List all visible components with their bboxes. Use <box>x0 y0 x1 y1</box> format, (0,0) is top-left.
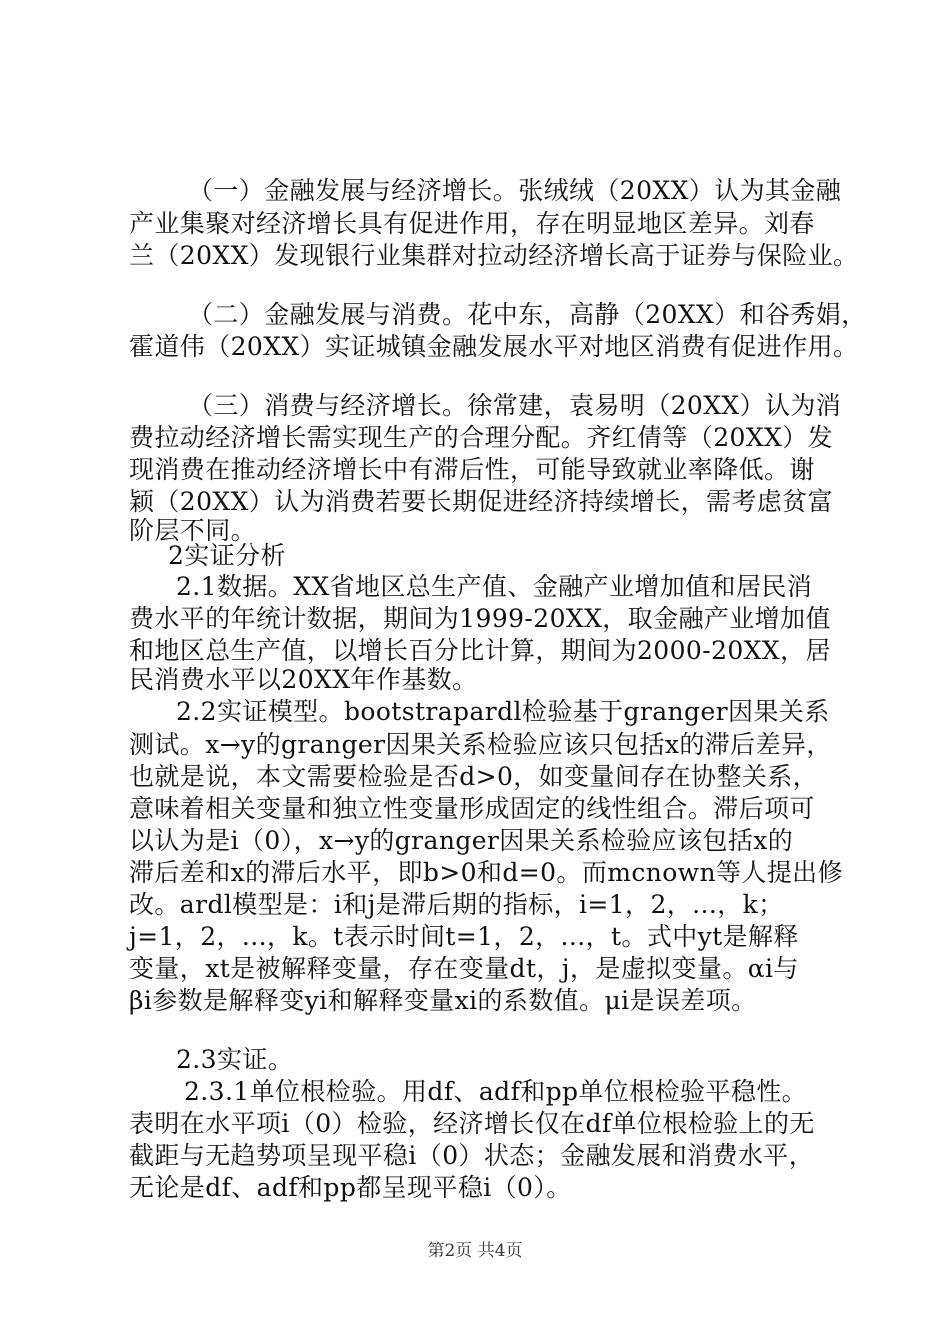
paragraph-2-2-line-10: βi参数是解释变yi和解释变量xi的系数值。μi是误差项。 <box>129 986 757 1015</box>
paragraph-3-line-4: 颖（20XX）认为消费若要长期促进经济持续增长，需考虑贫富 <box>129 487 834 516</box>
paragraph-3-line-2: 费拉动经济增长需实现生产的合理分配。齐红倩等（20XX）发 <box>129 423 834 452</box>
paragraph-3-line-3: 现消费在推动经济增长中有滞后性，可能导致就业率降低。谢 <box>129 455 815 484</box>
page-number-label: 第2页 共4页 <box>427 1241 523 1261</box>
section-heading-2: 2实证分析 <box>168 541 286 570</box>
paragraph-3-line-1: （三）消费与经济增长。徐常建，袁易明（20XX）认为消 <box>188 391 842 420</box>
paragraph-2-3-1-line-4: 无论是df、adf和pp都呈现平稳i（0）。 <box>129 1173 572 1202</box>
paragraph-2-2-line-4: 意味着相关变量和独立性变量形成固定的线性组合。滞后项可 <box>129 794 815 823</box>
paragraph-1-line-2: 产业集聚对经济增长具有促进作用，存在明显地区差异。刘春 <box>129 209 815 238</box>
section-heading-2-3: 2.3实证。 <box>176 1045 294 1074</box>
paragraph-2-1-line-3: 和地区总生产值，以增长百分比计算，期间为2000-20XX，居 <box>129 636 831 665</box>
paragraph-2-line-2: 霍道伟（20XX）实证城镇金融发展水平对地区消费有促进作用。 <box>129 332 859 361</box>
paragraph-2-1-line-1: 2.1数据。XX省地区总生产值、金融产业增加值和居民消 <box>176 572 813 601</box>
paragraph-2-2-line-5: 以认为是i（0），x→y的granger因果关系检验应该包括x的 <box>129 826 794 855</box>
paragraph-2-2-line-3: 也就是说，本文需要检验是否d>0，如变量间存在协整关系， <box>129 762 819 791</box>
paragraph-1-line-1: （一）金融发展与经济增长。张绒绒（20XX）认为其金融 <box>188 176 842 205</box>
paragraph-2-2-line-8: j=1，2，...，k。t表示时间t=1，2，...，t。式中yt是解释 <box>129 922 799 951</box>
paragraph-2-1-line-4: 民消费水平以20XX年作基数。 <box>129 665 478 694</box>
paragraph-2-3-1-line-3: 截距与无趋势项呈现平稳i（0）状态；金融发展和消费水平， <box>129 1141 815 1170</box>
page-footer <box>0 1236 950 1261</box>
paragraph-2-2-line-1: 2.2实证模型。bootstrapardl检验基于granger因果关系 <box>176 697 830 726</box>
paragraph-2-2-line-9: 变量，xt是被解释变量，存在变量dt，j，是虚拟变量。αi与 <box>129 954 799 983</box>
paragraph-2-3-1-line-2: 表明在水平项i（0）检验，经济增长仅在df单位根检验上的无 <box>129 1109 815 1138</box>
paragraph-2-2-line-6: 滞后差和x的滞后水平，即b>0和d=0。而mcnown等人提出修 <box>129 858 843 887</box>
paragraph-2-1-line-2: 费水平的年统计数据，期间为1999-20XX，取金融产业增加值 <box>129 604 831 633</box>
paragraph-2-3-1-line-1: 2.3.1单位根检验。用df、adf和pp单位根检验平稳性。 <box>184 1077 808 1106</box>
paragraph-3-line-5: 阶层不同。 <box>129 516 257 545</box>
paragraph-2-2-line-2: 测试。x→y的granger因果关系检验应该只包括x的滞后差异， <box>129 730 832 759</box>
paragraph-2-2-line-7: 改。ardl模型是：i和j是滞后期的指标，i=1，2，...，k； <box>129 890 784 919</box>
paragraph-2-line-1: （二）金融发展与消费。花中东，高静（20XX）和谷秀娟， <box>188 300 867 329</box>
paragraph-1-line-3: 兰（20XX）发现银行业集群对拉动经济增长高于证券与保险业。 <box>129 241 859 270</box>
